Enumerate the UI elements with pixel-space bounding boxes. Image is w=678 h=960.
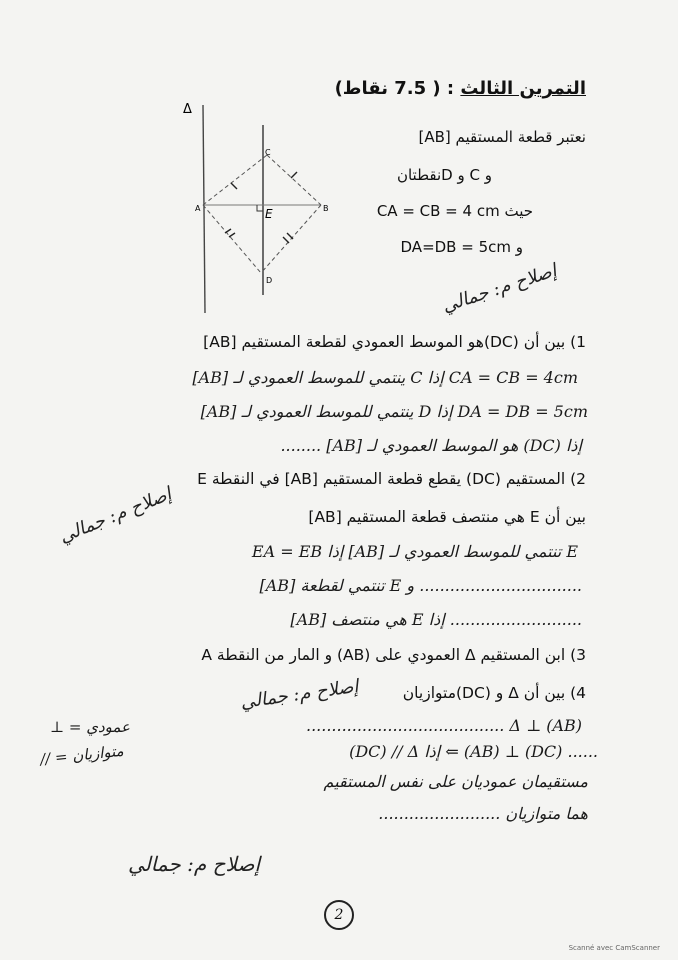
question-2-b: بين أن E هي منتصف قطعة المستقيم [AB] (308, 508, 586, 526)
label-b: B (323, 204, 329, 213)
side-ca (203, 155, 267, 205)
question-4: 4) بين أن Δ و (DC)متوازيان (402, 684, 586, 702)
side-cb (267, 155, 321, 205)
given-line-2: و C و Dنقطتان (396, 166, 492, 184)
tick-db-2 (283, 237, 289, 243)
label-c: C (265, 148, 271, 157)
side-da (203, 205, 261, 273)
geometry-figure (175, 85, 355, 325)
label-a: A (195, 204, 201, 213)
answer-4-line-2: (DC) // Δ إذا ⇐ (AB) ⊥ (DC) ...... (349, 742, 598, 761)
signature-2: إصلاح م: جمالي (56, 483, 175, 548)
label-e: E (265, 207, 273, 221)
exercise-title-points: : ( 7.5 نقاط) (334, 78, 455, 99)
signature-1: إصلاح م: جمالي (439, 260, 560, 317)
delta-line (203, 105, 205, 313)
signature-3: إصلاح م: جمالي (239, 675, 360, 714)
signature-4: إصلاح م: جمالي (128, 852, 261, 876)
answer-4-line-3: مستقيمان عموديان على نفس المستقيم (323, 772, 588, 791)
tick-da-1 (225, 229, 231, 233)
tick-cb (291, 172, 297, 178)
given-line-3: CA = CB = 4 cm حيث (376, 202, 533, 220)
answer-2-line-2: ................................ و E تنتمي لقطعة [AB] (259, 576, 582, 595)
question-2-a: 2) المستقيم (DC) يقطع قطعة المستقيم [AB] في النقطة E (197, 470, 586, 488)
question-1: 1) بين أن (DC)هو الموسط العمودي لقطعة المستقيم [AB] (203, 333, 586, 351)
answer-4-line-4: هما متوازيان ........................ (378, 804, 588, 823)
label-delta: Δ (183, 102, 192, 117)
answer-4-line-1: ....................................... Δ ⊥ (AB) (305, 716, 582, 735)
answer-1-line-2: [AB] ينتمي للموسط العمودي لـ D إذا DA = DB = 5cm (200, 402, 588, 421)
legend-parallel: متوازيان = // (39, 741, 125, 769)
given-line-4: DA=DB = 5cm و (400, 238, 523, 256)
tick-ca (231, 183, 237, 189)
exercise-title-label: التمرين الثالث (460, 78, 586, 99)
given-line-1: نعتبر قطعة المستقيم [AB] (418, 128, 586, 146)
tick-db-1 (287, 233, 293, 239)
exercise-title (335, 78, 586, 99)
legend-perp: عمودي = ⊥ (50, 718, 131, 736)
answer-2-line-3: .......................... إذا E هي منتصف [AB] (290, 610, 582, 629)
answer-1-line-3: إذا (DC) هو الموسط العمودي لـ [AB] ........ (280, 436, 582, 455)
right-angle-mark (257, 205, 263, 211)
tick-da-2 (229, 233, 235, 237)
answer-1-line-1: [AB] ينتمي للموسط العمودي لـ C إذا CA = CB = 4cm (192, 368, 578, 387)
page-number: 2 (324, 900, 354, 930)
label-d: D (266, 276, 273, 285)
answer-2-line-1: EA = EB إذا [AB] تنتمي للموسط العمودي لـ E (251, 542, 578, 561)
scanner-watermark: Scanné avec CamScanner (568, 944, 660, 952)
question-3: 3) ابن المستقيم Δ العمودي على (AB) و المار من النقطة A (201, 646, 586, 664)
